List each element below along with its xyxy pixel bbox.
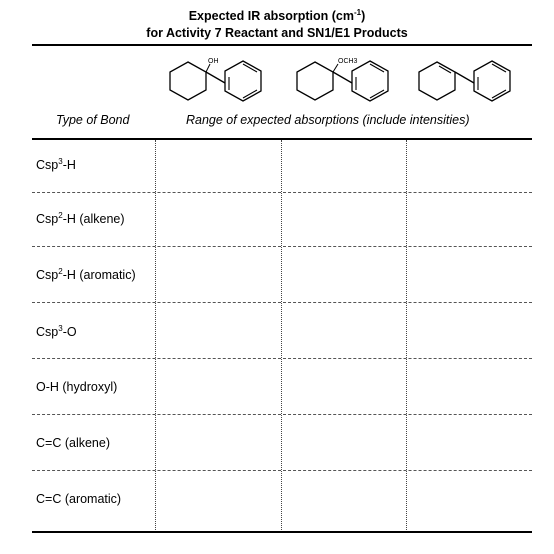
header-type-of-bond: Type of Bond: [56, 113, 130, 127]
row-label-text: O-H (hydroxyl): [36, 380, 118, 394]
row-divider-3: [32, 302, 532, 303]
row-label-suffix: -H (alkene): [62, 212, 125, 226]
row-label-csp2-h-alkene: [36, 212, 125, 226]
title-line-2: for Activity 7 Reactant and SN1/E1 Products: [146, 26, 408, 40]
top-rule: [32, 44, 532, 46]
title-line-1: [0, 8, 554, 25]
structure-phenylcyclohexene: [412, 54, 524, 104]
row-label-text: Csp: [36, 158, 59, 172]
title-superscript: -1: [354, 7, 362, 17]
row-label-superscript: 3: [58, 323, 63, 333]
row-label-c-c-alkene: [36, 436, 110, 450]
structure-phenylcyclohexanol: [163, 54, 275, 104]
row-label-text: C=C (aromatic): [36, 492, 122, 506]
row-label-superscript: 2: [58, 266, 63, 276]
row-divider-1: [32, 192, 532, 193]
row-label-suffix: -H: [62, 158, 76, 172]
column-divider-3: [406, 140, 407, 530]
row-label-superscript: 3: [58, 156, 63, 166]
bottom-rule: [32, 531, 532, 533]
column-divider-1: [155, 140, 156, 530]
structure-methoxy-phenylcyclohexane: [290, 54, 402, 104]
table-title: [0, 8, 554, 42]
row-label-suffix: -H (aromatic): [62, 268, 136, 282]
row-divider-4: [32, 358, 532, 359]
phenylcyclohexanol-diagram: [163, 54, 275, 104]
row-label-text: Csp: [36, 212, 59, 226]
row-divider-2: [32, 246, 532, 247]
column-divider-2: [281, 140, 282, 530]
row-label-c-c-aromatic: [36, 492, 121, 506]
row-divider-6: [32, 470, 532, 471]
title-closing: ): [361, 9, 366, 23]
row-label-text: C=C (alkene): [36, 436, 110, 450]
row-label-text: Csp: [36, 325, 59, 339]
row-label-superscript: 2: [58, 210, 63, 220]
methoxy-phenylcyclohexane-diagram: [290, 54, 402, 104]
title-text: Expected IR absorption (cm: [188, 9, 354, 23]
row-label-csp2-h-aromatic: [36, 268, 136, 282]
oh-label: OH: [208, 58, 219, 65]
row-label-csp3-h: [36, 158, 76, 172]
row-label-suffix: -O: [62, 325, 77, 339]
row-divider-5: [32, 414, 532, 415]
row-label-o-h-hydroxyl: [36, 380, 117, 394]
och3-label: OCH3: [338, 58, 358, 65]
row-label-csp3-o: [36, 325, 77, 339]
row-label-text: Csp: [36, 268, 59, 282]
header-range: Range of expected absorptions (include intensities): [186, 113, 470, 127]
header-rule: [32, 138, 532, 140]
phenylcyclohexene-diagram: [412, 54, 524, 104]
